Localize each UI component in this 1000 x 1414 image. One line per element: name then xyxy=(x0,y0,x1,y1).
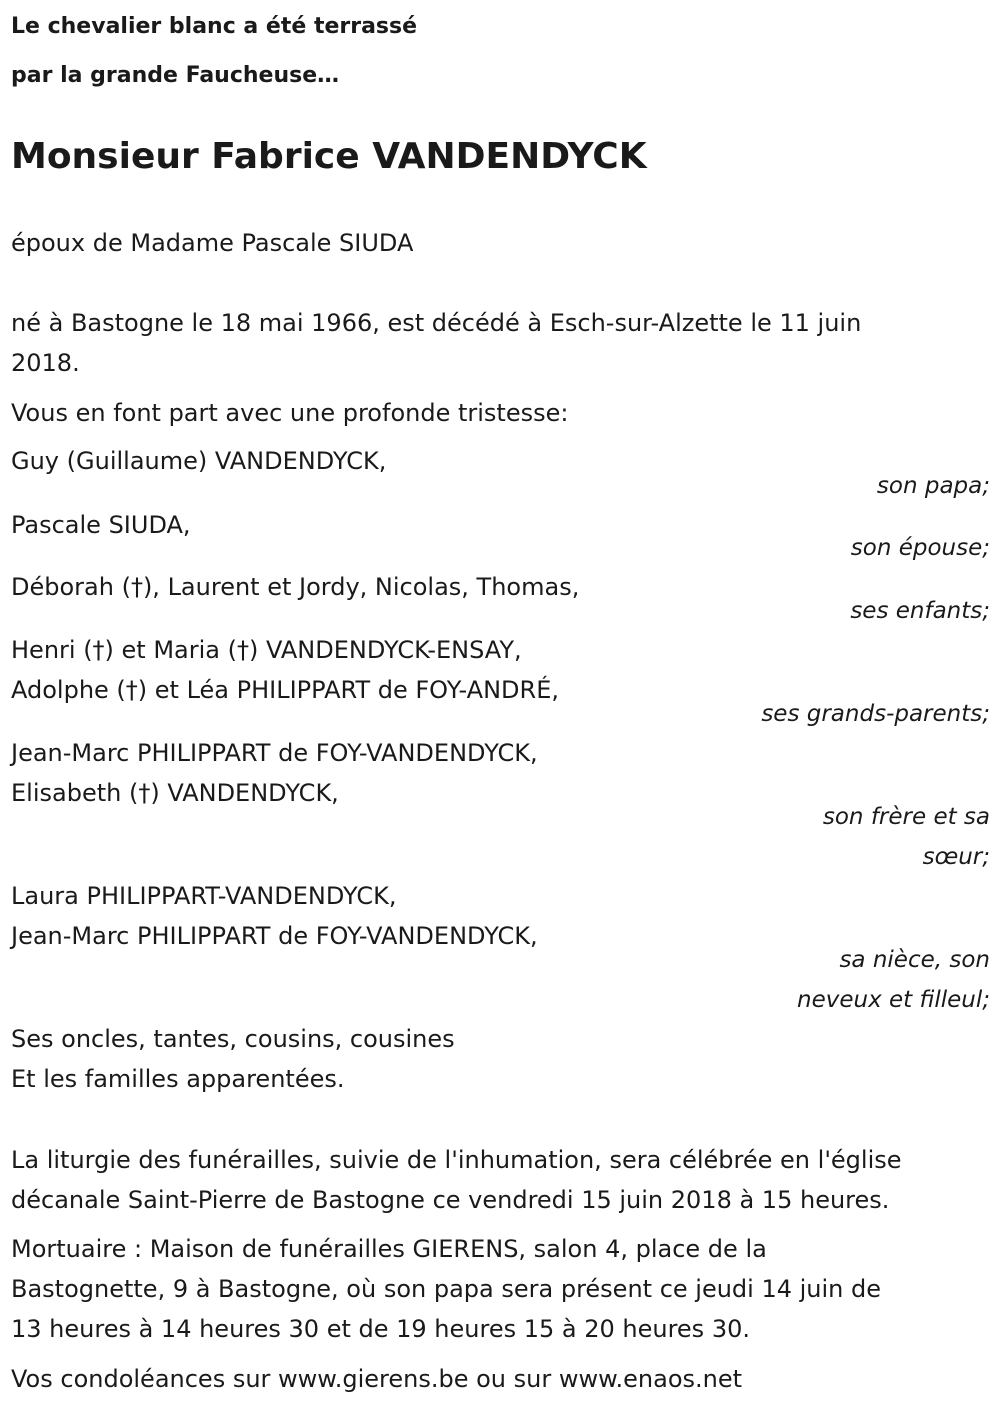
announce-line: Vous en font part avec une profonde tristesse: xyxy=(11,399,569,427)
mortuary-line-3: 13 heures à 14 heures 30 et de 19 heures 15 à 20 heures 30. xyxy=(11,1315,750,1343)
intro-line-2: par la grande Faucheuse… xyxy=(11,63,340,88)
father-relation: son papa; xyxy=(876,473,990,499)
siblings-line-1: Jean-Marc PHILIPPART de FOY-VANDENDYCK, xyxy=(11,739,538,767)
nieces-line-1: Laura PHILIPPART-VANDENDYCK, xyxy=(11,882,397,910)
others-line-2: Et les familles apparentées. xyxy=(11,1065,345,1093)
nieces-line-2: Jean-Marc PHILIPPART de FOY-VANDENDYCK, xyxy=(11,922,538,950)
father-name: Guy (Guillaume) VANDENDYCK, xyxy=(11,447,387,475)
mortuary-line-2: Bastognette, 9 à Bastogne, où son papa sera présent ce jeudi 14 juin de xyxy=(11,1275,882,1303)
spouse-line: époux de Madame Pascale SIUDA xyxy=(11,229,414,257)
intro-line-1: Le chevalier blanc a été terrassé xyxy=(11,14,418,39)
siblings-relation-1: son frère et sa xyxy=(822,804,990,830)
siblings-line-2: Elisabeth (†) VANDENDYCK, xyxy=(11,779,339,807)
funeral-line-1: La liturgie des funérailles, suivie de l'inhumation, sera célébrée en l'église xyxy=(11,1146,902,1174)
children-relation: ses enfants; xyxy=(850,598,990,624)
birth-line-2: 2018. xyxy=(11,349,80,377)
funeral-line-2: décanale Saint-Pierre de Bastogne ce vendredi 15 juin 2018 à 15 heures. xyxy=(11,1186,890,1214)
children-names: Déborah (†), Laurent et Jordy, Nicolas, Thomas, xyxy=(11,573,580,601)
nieces-relation-1: sa nièce, son xyxy=(839,947,990,973)
wife-relation: son épouse; xyxy=(850,535,990,561)
siblings-relation-2: sœur; xyxy=(922,844,990,870)
birth-line-1: né à Bastogne le 18 mai 1966, est décédé à Esch-sur-Alzette le 11 juin xyxy=(11,309,862,337)
deceased-name: Monsieur Fabrice VANDENDYCK xyxy=(11,136,647,177)
grandparents-relation: ses grands-parents; xyxy=(761,701,990,727)
condolences-line: Vos condoléances sur www.gierens.be ou sur www.enaos.net xyxy=(11,1365,743,1393)
nieces-relation-2: neveux et filleul; xyxy=(797,987,990,1013)
grandparents-line-2: Adolphe (†) et Léa PHILIPPART de FOY-ANDRÉ, xyxy=(11,676,560,704)
others-line-1: Ses oncles, tantes, cousins, cousines xyxy=(11,1025,455,1053)
mortuary-line-1: Mortuaire : Maison de funérailles GIERENS, salon 4, place de la xyxy=(11,1235,767,1263)
wife-name: Pascale SIUDA, xyxy=(11,511,191,539)
grandparents-line-1: Henri (†) et Maria (†) VANDENDYCK-ENSAY, xyxy=(11,636,522,664)
